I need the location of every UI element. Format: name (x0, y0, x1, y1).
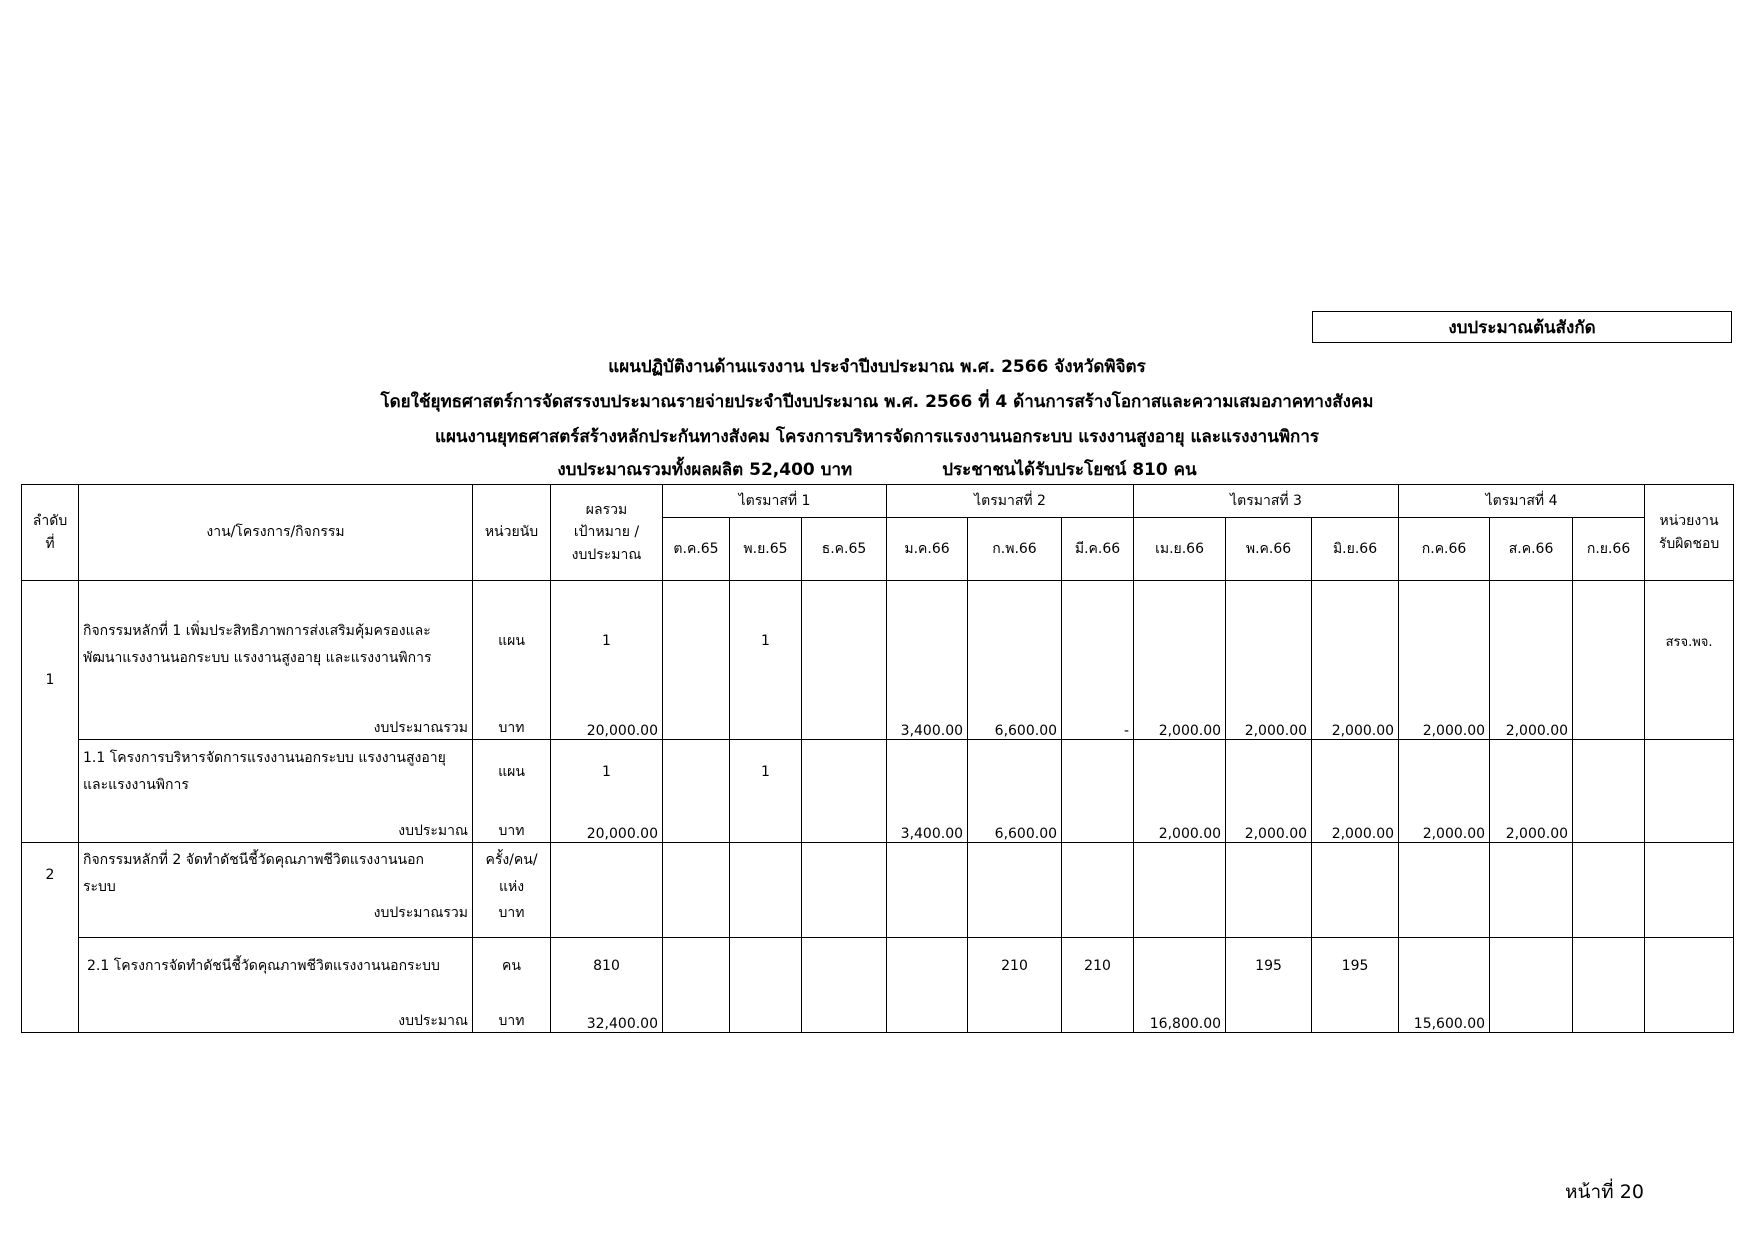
budget-month-cell (1573, 701, 1645, 740)
table-row (22, 804, 1734, 843)
budget-total: 20,000.00 (551, 804, 663, 843)
month-cell (1134, 938, 1226, 995)
month-cell (1226, 740, 1312, 805)
budget-month-cell (730, 701, 802, 740)
header-quarter-2: ไตรมาสที่ 2 (887, 485, 1134, 518)
unit-cell: แผน (473, 581, 551, 702)
table-row (22, 740, 1734, 805)
table-row (22, 938, 1734, 995)
month-cell-empty (730, 843, 802, 938)
month-cell (730, 938, 802, 995)
month-cell (1134, 740, 1226, 805)
budget-total: 20,000.00 (551, 701, 663, 740)
budget-month-cell: 2,000.00 (1312, 701, 1399, 740)
month-cell (1062, 581, 1134, 702)
header-responsible-line1: หน่วยงาน (1659, 513, 1719, 530)
budget-month-cell (1062, 804, 1134, 843)
budget-month-cell (1312, 994, 1399, 1033)
month-cell-empty (968, 843, 1062, 938)
month-cell (802, 938, 887, 995)
document-title: แผนปฏิบัติงานด้านแรงงาน ประจำปีงบประมาณ พ.ศ. 2566 จังหวัดพิจิตร (608, 357, 1146, 377)
header-quarter-1: ไตรมาสที่ 1 (663, 485, 887, 518)
budget-month-cell: 15,600.00 (1399, 994, 1490, 1033)
header-quarter-3: ไตรมาสที่ 3 (1134, 485, 1399, 518)
month-cell (1399, 581, 1490, 702)
budget-month-cell (1573, 994, 1645, 1033)
budget-month-cell: 2,000.00 (1134, 701, 1226, 740)
month-cell-empty (1312, 843, 1399, 938)
month-cell (1490, 740, 1573, 805)
budget-month-cell (1062, 994, 1134, 1033)
budget-unit: บาท (473, 804, 551, 843)
month-cell (887, 581, 968, 702)
month-cell: 1 (730, 581, 802, 702)
month-cell-empty (1134, 843, 1226, 938)
summary-line (0, 456, 1754, 483)
header-month: เม.ย.66 (1134, 518, 1226, 581)
responsible-cell-empty (1645, 994, 1734, 1033)
header-month: มิ.ย.66 (1312, 518, 1399, 581)
budget-month-cell (1226, 994, 1312, 1033)
budget-month-cell: 2,000.00 (1399, 804, 1490, 843)
budget-month-cell: - (1062, 701, 1134, 740)
header-month: ส.ค.66 (1490, 518, 1573, 581)
header-target-line2: เป้าหมาย / (573, 524, 640, 541)
responsible-cell: สรจ.พจ. (1645, 581, 1734, 702)
budget-month-cell: 3,400.00 (887, 701, 968, 740)
header-target-line3: งบประมาณ (571, 546, 642, 563)
month-cell (1134, 581, 1226, 702)
header-month: ก.ย.66 (1573, 518, 1645, 581)
unit-cell (473, 843, 551, 938)
month-cell (1226, 581, 1312, 702)
budget-month-cell: 2,000.00 (1490, 701, 1573, 740)
budget-month-cell: 2,000.00 (1134, 804, 1226, 843)
month-cell-empty (802, 843, 887, 938)
month-cell: 210 (968, 938, 1062, 995)
unit-label: ครั้ง/คน/แห่ง (485, 852, 538, 895)
month-cell (887, 938, 968, 995)
target-cell: 1 (551, 740, 663, 805)
header-month: มี.ค.66 (1062, 518, 1134, 581)
month-cell: 195 (1312, 938, 1399, 995)
month-cell-empty (887, 843, 968, 938)
budget-month-cell: 2,000.00 (1399, 701, 1490, 740)
budget-month-cell (968, 994, 1062, 1033)
month-cell (1312, 740, 1399, 805)
budget-month-cell (663, 701, 730, 740)
activity-name: 1.1 โครงการบริหารจัดการแรงงานนอกระบบ แรงงานสูงอายุ และแรงงานพิการ (79, 740, 473, 805)
summary-beneficiaries: ประชาชนได้รับประโยชน์ 810 คน (942, 460, 1197, 480)
budget-month-cell (802, 701, 887, 740)
budget-label: งบประมาณ (79, 994, 473, 1033)
header-quarter-4: ไตรมาสที่ 4 (1399, 485, 1645, 518)
month-cell: 1 (730, 740, 802, 805)
header-target (551, 485, 663, 581)
document-subtitle-plan: แผนงานยุทธศาสตร์สร้างหลักประกันทางสังคม โครงการบริหารจัดการแรงงานนอกระบบ แรงงานสูงอายุ และแรงงานพิการ (434, 427, 1320, 447)
month-cell-empty (663, 843, 730, 938)
activity-name: 2.1 โครงการจัดทำดัชนีชี้วัดคุณภาพชีวิตแรงงานนอกระบบ (79, 938, 473, 995)
budget-label: งบประมาณรวม (373, 905, 468, 922)
budget-month-cell: 16,800.00 (1134, 994, 1226, 1033)
month-cell (663, 581, 730, 702)
month-cell (1399, 740, 1490, 805)
header-month: ก.พ.66 (968, 518, 1062, 581)
budget-unit: บาท (473, 994, 551, 1033)
month-cell-empty (1399, 843, 1490, 938)
header-month: ธ.ค.65 (802, 518, 887, 581)
activity-name: กิจกรรมหลักที่ 1 เพิ่มประสิทธิภาพการส่งเสริมคุ้มครองและพัฒนาแรงงานนอกระบบ แรงงานสูงอายุ และแรงงานพิการ (79, 581, 473, 702)
month-cell (1573, 581, 1645, 702)
unit-cell: แผน (473, 740, 551, 805)
month-cell-empty (1062, 843, 1134, 938)
header-month: พ.ค.66 (1226, 518, 1312, 581)
unit-cell: คน (473, 938, 551, 995)
activity-name: กิจกรรมหลักที่ 2 จัดทำดัชนีชี้วัดคุณภาพชีวิตแรงงานนอกระบบ (83, 852, 424, 895)
budget-label: งบประมาณรวม (79, 701, 473, 740)
budget-total: 32,400.00 (551, 994, 663, 1033)
page-number: หน้าที่ 20 (1565, 1181, 1644, 1203)
summary-budget: งบประมาณรวมทั้งผลผลิต 52,400 บาท (557, 460, 853, 480)
budget-month-cell: 6,600.00 (968, 804, 1062, 843)
row-number: 1 (22, 581, 79, 843)
header-responsible-line2: รับผิดชอบ (1658, 535, 1720, 552)
budget-month-cell (730, 804, 802, 843)
activity-cell (79, 843, 473, 938)
header-month: ก.ค.66 (1399, 518, 1490, 581)
budget-month-cell (663, 804, 730, 843)
responsible-cell-empty (1645, 804, 1734, 843)
table-row (22, 994, 1734, 1033)
budget-month-cell: 3,400.00 (887, 804, 968, 843)
header-unit: หน่วยนับ (473, 485, 551, 581)
target-cell: 810 (551, 938, 663, 995)
table-row (22, 843, 1734, 938)
month-cell (1062, 740, 1134, 805)
header-activity: งาน/โครงการ/กิจกรรม (79, 485, 473, 581)
budget-month-cell: 6,600.00 (968, 701, 1062, 740)
header-month: พ.ย.65 (730, 518, 802, 581)
budget-label: งบประมาณ (79, 804, 473, 843)
budget-month-cell: 2,000.00 (1312, 804, 1399, 843)
responsible-cell-empty (1645, 938, 1734, 995)
row-number: 2 (22, 843, 79, 1033)
month-cell (1312, 581, 1399, 702)
month-cell (887, 740, 968, 805)
target-cell-empty (551, 843, 663, 938)
month-cell (968, 740, 1062, 805)
responsible-cell-empty (1645, 843, 1734, 938)
month-cell-empty (1490, 843, 1573, 938)
action-plan-table (21, 484, 1734, 1033)
budget-month-cell (887, 994, 968, 1033)
target-cell: 1 (551, 581, 663, 702)
budget-month-cell (730, 994, 802, 1033)
month-cell: 195 (1226, 938, 1312, 995)
budget-month-cell (802, 994, 887, 1033)
header-month: ต.ค.65 (663, 518, 730, 581)
budget-month-cell: 2,000.00 (1226, 804, 1312, 843)
month-cell (1490, 581, 1573, 702)
header-order-line2: ที่ (45, 535, 55, 552)
header-order-line1: ลำดับ (32, 513, 68, 530)
month-cell (1573, 740, 1645, 805)
budget-month-cell: 2,000.00 (1226, 701, 1312, 740)
table-row (22, 701, 1734, 740)
month-cell (968, 581, 1062, 702)
month-cell (1490, 938, 1573, 995)
table-row (22, 581, 1734, 702)
month-cell (663, 938, 730, 995)
month-cell (663, 740, 730, 805)
month-cell (802, 581, 887, 702)
header-order (22, 485, 79, 581)
responsible-cell-empty (1645, 701, 1734, 740)
budget-source-box: งบประมาณต้นสังกัด (1312, 311, 1732, 343)
responsible-cell-empty (1645, 740, 1734, 805)
budget-month-cell: 2,000.00 (1490, 804, 1573, 843)
budget-unit: บาท (473, 701, 551, 740)
budget-month-cell (1573, 804, 1645, 843)
month-cell-empty (1573, 843, 1645, 938)
budget-unit: บาท (498, 905, 525, 922)
budget-month-cell (1490, 994, 1573, 1033)
month-cell (1399, 938, 1490, 995)
month-cell-empty (1226, 843, 1312, 938)
month-cell (1573, 938, 1645, 995)
budget-month-cell (802, 804, 887, 843)
header-responsible (1645, 485, 1734, 581)
budget-month-cell (663, 994, 730, 1033)
header-month: ม.ค.66 (887, 518, 968, 581)
document-subtitle-strategy: โดยใช้ยุทธศาสตร์การจัดสรรงบประมาณรายจ่ายประจำปีงบประมาณ พ.ศ. 2566 ที่ 4 ด้านการสร้างโอกาสและความเสมอภาคทางสังคม (380, 392, 1374, 412)
month-cell: 210 (1062, 938, 1134, 995)
header-target-line1: ผลรวม (585, 501, 628, 518)
month-cell (802, 740, 887, 805)
